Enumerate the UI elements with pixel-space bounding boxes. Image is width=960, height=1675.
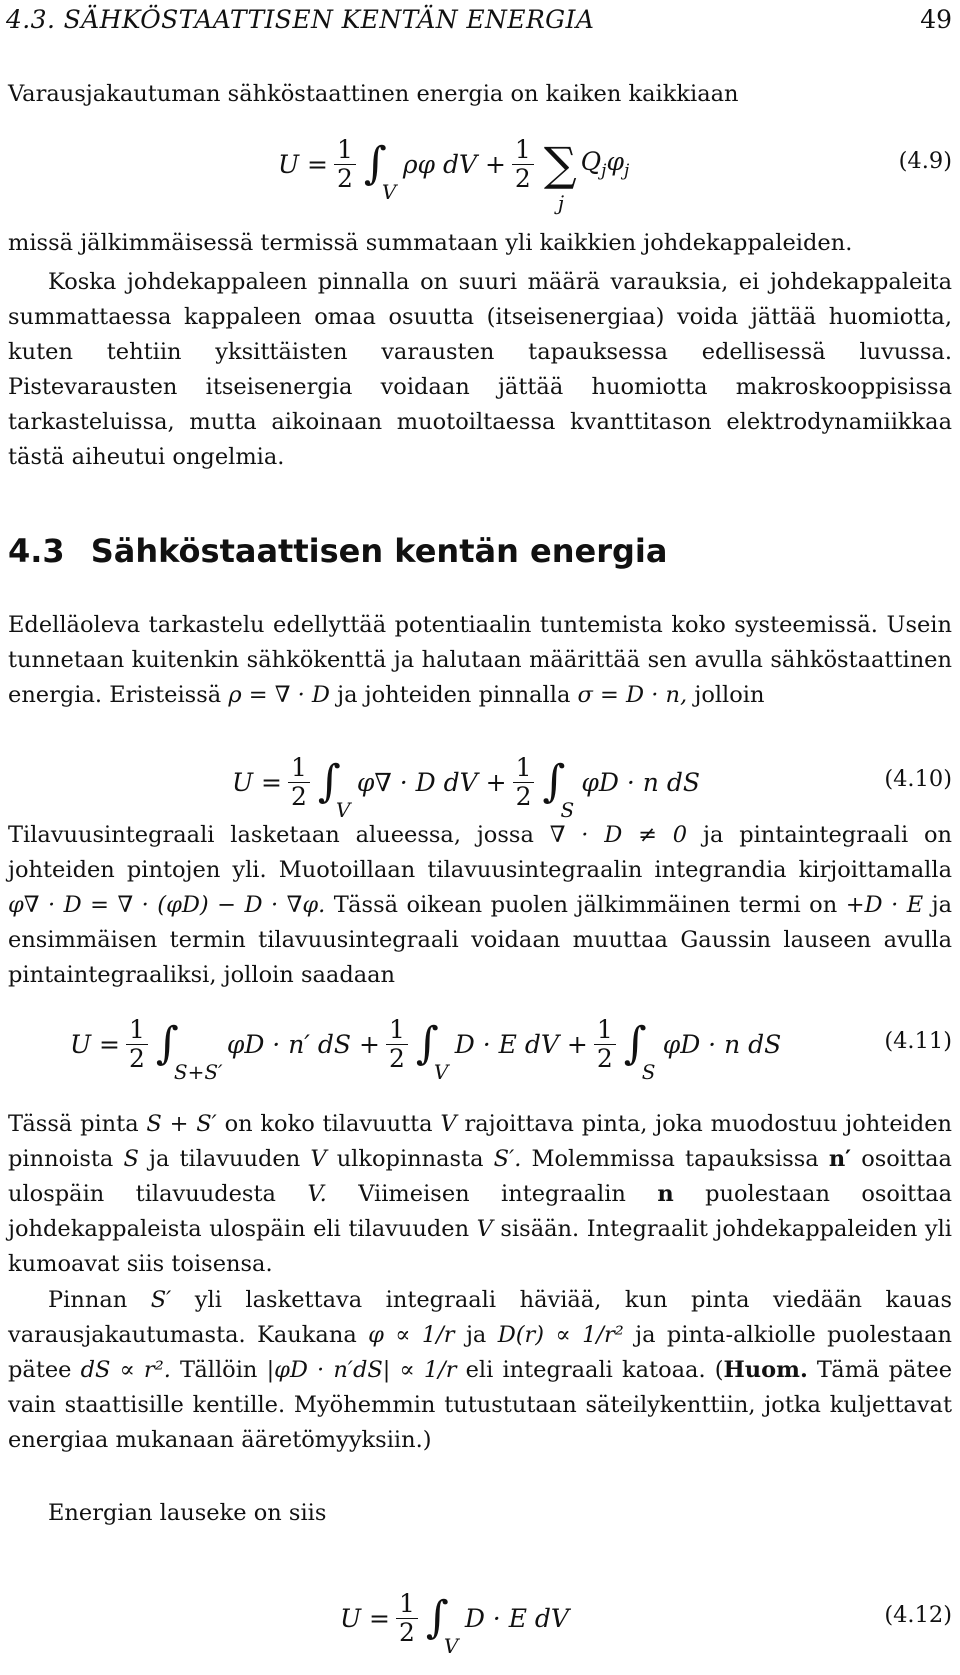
eq-lhs: U = bbox=[278, 149, 328, 179]
inline-math: dS ∝ r². bbox=[80, 1357, 171, 1383]
fraction-numerator: 1 bbox=[513, 754, 535, 783]
eq-fraction-3 bbox=[594, 1016, 616, 1073]
running-header bbox=[6, 2, 952, 36]
text: puolestaan osoittaa johdekappaleista ulospäin eli tilavuuden bbox=[8, 1181, 953, 1242]
inline-math: S + S′ bbox=[146, 1111, 217, 1137]
fraction-numerator: 1 bbox=[126, 1016, 148, 1045]
integral-sign: ∫ V bbox=[425, 1592, 459, 1658]
text: Molemmissa tapauksissa bbox=[531, 1146, 819, 1172]
fraction-denominator: 2 bbox=[398, 1617, 415, 1647]
integral-domain: V bbox=[335, 798, 351, 822]
fraction-numerator: 1 bbox=[512, 136, 534, 165]
integral-domain: S bbox=[641, 1060, 656, 1084]
fraction-numerator: 1 bbox=[288, 754, 310, 783]
inline-math: n bbox=[657, 1181, 674, 1207]
inline-math: φ∇ · D = ∇ · (φD) − D · ∇φ. bbox=[8, 892, 326, 918]
fraction-denominator: 2 bbox=[336, 163, 353, 193]
chapter-title: 4.3. SÄHKÖSTAATTISEN KENTÄN ENERGIA bbox=[6, 4, 595, 34]
inline-math: ρ = ∇ · D bbox=[228, 682, 330, 708]
text: ja tilavuuden bbox=[148, 1146, 301, 1172]
inline-math: V. bbox=[307, 1181, 327, 1207]
text: eli integraali katoaa. ( bbox=[465, 1357, 724, 1383]
integral-sign: ∫ S bbox=[542, 756, 575, 822]
text: yli laskettava integraali häviää, kun pinta viedään kauas varausjakautumasta. Kaukana bbox=[8, 1287, 952, 1348]
eq-integrand-2: φD · n dS bbox=[581, 767, 700, 797]
fraction-denominator: 2 bbox=[514, 163, 531, 193]
text: Tilavuusintegraali lasketaan alueessa, jossa bbox=[8, 822, 534, 848]
text: ulkopinnasta bbox=[336, 1146, 484, 1172]
integral-sign: ∫ V bbox=[363, 138, 397, 204]
text: ja pintaintegraali on johteiden pintojen yli. Muotoillaan tilavuusintegraalin integrandia kirjoittamalla bbox=[8, 822, 953, 883]
integral-domain: V bbox=[443, 1634, 459, 1658]
eq-fraction-2 bbox=[386, 1016, 408, 1073]
equation-4-9 bbox=[0, 124, 952, 214]
text: Tämä pätee vain staattisille kentille. Myöhemmin tutustutaan säteilykenttiin, jotka kuljettavat energiaa mukanaan ääretömyyksiin.) bbox=[8, 1357, 953, 1453]
fraction-denominator: 2 bbox=[290, 781, 307, 811]
integral-domain: S+S′ bbox=[173, 1060, 223, 1084]
equation-number: (4.12) bbox=[884, 1602, 952, 1628]
paragraph-self-energy: Koska johdekappaleen pinnalla on suuri määrä varauksia, ei johdekappaleita summattaessa kappaleen omaa osuutta (itseisenergiaa) voida jättää huomiotta, kuten tehtiin yksittäisten varausten tapauksessa edellisessä luvussa. Pistevarausten itseisenergia voidaan jättää huomiotta makroskooppisissa tarkasteluissa, mutta aikoinaan muotoiltaessa kvanttitason elektrodynamiikkaa tästä aiheutui ongelmia. bbox=[8, 269, 952, 470]
eq-term-q bbox=[581, 147, 630, 181]
inline-math: V bbox=[310, 1146, 327, 1172]
eq-integrand-1: φ∇ · D dV + bbox=[356, 767, 507, 797]
text: Pinnan bbox=[48, 1287, 128, 1313]
fraction-denominator: 2 bbox=[128, 1043, 145, 1073]
eq-lhs: U = bbox=[340, 1603, 390, 1633]
equation-4-10-body bbox=[232, 742, 700, 822]
eq-integrand-3: φD · n dS bbox=[662, 1029, 782, 1059]
inline-math: S bbox=[123, 1146, 139, 1172]
text: Tällöin bbox=[180, 1357, 258, 1383]
fraction-numerator: 1 bbox=[386, 1016, 408, 1045]
eq-fraction-2 bbox=[512, 136, 534, 193]
text: ja ensimmäisen termin tilavuusintegraali voidaan muuttaa Gaussin lauseen avulla pintaintegraaliksi, jolloin saadaan bbox=[8, 892, 953, 988]
eq-fraction-2 bbox=[513, 754, 535, 811]
text: ja johteiden pinnalla bbox=[337, 682, 571, 708]
inline-math: |φD · n′dS| ∝ 1/r bbox=[266, 1357, 457, 1383]
paragraph-summation-note: missä jälkimmäisessä termissä summataan yli kaikkien johdekappaleiden. bbox=[8, 230, 853, 256]
eq-fraction bbox=[334, 136, 356, 193]
inline-math: S′ bbox=[150, 1287, 172, 1313]
fraction-numerator: 1 bbox=[594, 1016, 616, 1045]
text: ja bbox=[465, 1322, 487, 1348]
note-label: Huom. bbox=[723, 1357, 808, 1383]
section-number: 4.3 bbox=[8, 532, 65, 570]
equation-4-11 bbox=[0, 1004, 952, 1094]
inline-math: σ = D · n, bbox=[577, 682, 688, 708]
inline-math: V bbox=[440, 1111, 457, 1137]
text: osoittaa ulospäin tilavuudesta bbox=[8, 1146, 952, 1207]
paragraph-surfaces bbox=[8, 1107, 952, 1282]
inline-math: ∇ · D ≠ 0 bbox=[549, 822, 688, 848]
fraction-denominator: 2 bbox=[515, 781, 532, 811]
integral-sign: ∫ S+S′ bbox=[155, 1018, 223, 1084]
eq-fraction bbox=[288, 754, 310, 811]
equation-4-12 bbox=[0, 1578, 952, 1668]
integral-sign: ∫ V bbox=[415, 1018, 449, 1084]
eq-fraction bbox=[396, 1590, 418, 1647]
text: on koko tilavuutta bbox=[224, 1111, 433, 1137]
inline-math: V bbox=[476, 1216, 493, 1242]
text: Tässä pinta bbox=[8, 1111, 139, 1137]
equation-4-9-body bbox=[278, 124, 630, 215]
eq-fraction bbox=[126, 1016, 148, 1073]
integral-sign: ∫ S bbox=[623, 1018, 656, 1084]
equation-number: (4.11) bbox=[884, 1028, 952, 1054]
section-title: Sähköstaattisen kentän energia bbox=[90, 532, 668, 570]
inline-math: S′. bbox=[493, 1146, 522, 1172]
symbol-q: Q bbox=[580, 147, 602, 176]
paragraph-energy-expression: Energian lauseke on siis bbox=[48, 1500, 327, 1526]
inline-math: +D · E bbox=[845, 892, 924, 918]
fraction-denominator: 2 bbox=[388, 1043, 405, 1073]
eq-integrand: ρφ dV + bbox=[402, 149, 506, 179]
integral-domain: V bbox=[433, 1060, 449, 1084]
paragraph-volume-integral bbox=[8, 818, 952, 993]
inline-math: φ ∝ 1/r bbox=[368, 1322, 455, 1348]
equation-4-11-body bbox=[70, 1004, 781, 1084]
symbol-phi: φ bbox=[606, 147, 624, 176]
inline-math: n′ bbox=[828, 1146, 852, 1172]
paragraph-intro: Varausjakautuman sähköstaattinen energia on kaiken kaikkiaan bbox=[8, 81, 739, 107]
text: Tässä oikean puolen jälkimmäinen termi on bbox=[333, 892, 838, 918]
fraction-numerator: 1 bbox=[396, 1590, 418, 1619]
summation-sign: ∑ j bbox=[543, 137, 577, 215]
fraction-numerator: 1 bbox=[334, 136, 356, 165]
subscript-j: j bbox=[623, 161, 630, 181]
integral-domain: S bbox=[560, 798, 575, 822]
fraction-denominator: 2 bbox=[596, 1043, 613, 1073]
paragraph-field-energy bbox=[8, 608, 952, 713]
eq-lhs: U = bbox=[70, 1029, 120, 1059]
page-number: 49 bbox=[920, 4, 952, 34]
section-heading bbox=[8, 532, 667, 570]
eq-integrand-1: φD · n′ dS + bbox=[226, 1029, 380, 1059]
integral-sign: ∫ V bbox=[317, 756, 351, 822]
text: sisään. Integraalit johdekappaleiden yli kumoavat siis toisensa. bbox=[8, 1216, 952, 1277]
text: ja pinta-alkiolle puolestaan pätee bbox=[8, 1322, 953, 1383]
equation-number: (4.10) bbox=[884, 766, 952, 792]
text: rajoittava pinta, joka muodostuu johteiden pinnoista bbox=[8, 1111, 953, 1172]
integral-domain: V bbox=[381, 180, 397, 204]
subscript-j: j bbox=[601, 161, 607, 181]
equation-4-12-body bbox=[340, 1578, 569, 1658]
eq-integrand: D · E dV bbox=[464, 1603, 569, 1633]
text: Viimeisen integraalin bbox=[358, 1181, 626, 1207]
text: Edelläoleva tarkastelu edellyttää potentiaalin tuntemista koko systeemissä. Usein tunnetaan kuitenkin sähkökenttä ja halutaan määrittää sen avulla sähköstaattinen energia. Eristeissä bbox=[8, 612, 952, 708]
paragraph-far-field bbox=[8, 1283, 952, 1458]
sum-index: j bbox=[557, 191, 565, 215]
inline-math: D(r) ∝ 1/r² bbox=[497, 1322, 624, 1348]
equation-number: (4.9) bbox=[898, 148, 952, 174]
text: jolloin bbox=[694, 682, 765, 708]
eq-integrand-2: D · E dV + bbox=[454, 1029, 588, 1059]
eq-lhs: U = bbox=[232, 767, 282, 797]
